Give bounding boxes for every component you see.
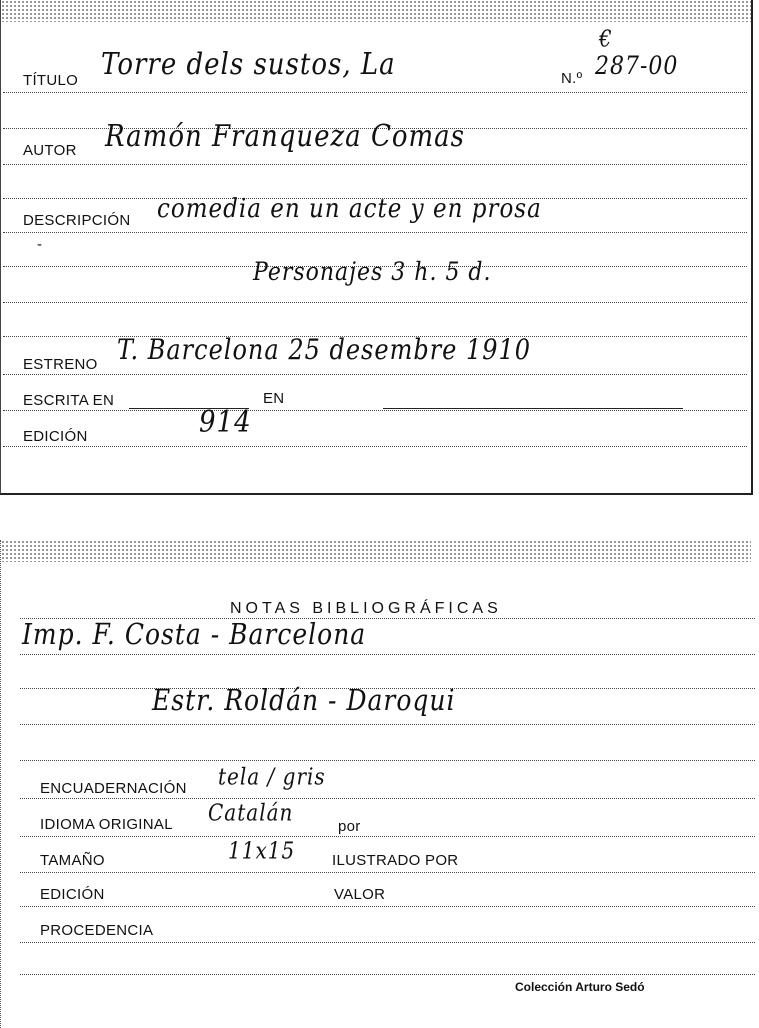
edicion2-label: EDICIÓN xyxy=(40,886,105,903)
catalog-card-top xyxy=(0,0,753,495)
card-top-edge-texture xyxy=(1,0,751,22)
row-rule xyxy=(3,232,747,233)
note-line1: Imp. F. Costa - Barcelona xyxy=(22,617,367,651)
encuadernacion-value: tela / gris xyxy=(218,762,326,790)
row-rule xyxy=(20,942,755,943)
idioma-value: Catalán xyxy=(208,798,294,826)
dash-mark: - xyxy=(37,236,43,253)
numero-value: 287-00 xyxy=(595,52,679,81)
titulo-label: TÍTULO xyxy=(23,72,79,89)
row-rule xyxy=(20,798,755,799)
row-rule xyxy=(20,724,755,725)
en-label: EN xyxy=(263,390,285,407)
note-line2: Estr. Roldán - Daroqui xyxy=(152,683,456,717)
estreno-value: T. Barcelona 25 desembre 1910 xyxy=(117,333,532,366)
tamano-value: 11x15 xyxy=(228,836,296,864)
row-rule xyxy=(20,760,755,761)
row-rule xyxy=(20,906,755,907)
autor-label: AUTOR xyxy=(23,142,77,159)
card-bottom-edge-texture xyxy=(1,540,751,562)
idioma-label: IDIOMA ORIGINAL xyxy=(40,816,173,833)
por-label: por xyxy=(338,818,361,835)
encuadernacion-label: ENCUADERNACIÓN xyxy=(40,780,187,797)
row-rule xyxy=(20,836,755,837)
descripcion-value: comedia en un acte y en prosa xyxy=(157,194,542,224)
row-rule xyxy=(20,654,755,655)
notas-heading: NOTAS BIBLIOGRÁFICAS xyxy=(230,600,502,617)
procedencia-label: PROCEDENCIA xyxy=(40,922,154,939)
valor-label: VALOR xyxy=(334,886,386,903)
en-line xyxy=(383,408,683,409)
titulo-value: Torre dels sustos, La xyxy=(101,47,396,82)
row-rule xyxy=(3,410,747,411)
edicion-value: 914 xyxy=(199,405,252,440)
row-rule xyxy=(3,446,747,447)
row-rule xyxy=(3,92,747,93)
descripcion-label: DESCRIPCIÓN xyxy=(23,212,131,229)
autor-value: Ramón Franqueza Comas xyxy=(105,119,465,154)
corner-mark: € xyxy=(599,24,613,52)
estreno-label: ESTRENO xyxy=(23,356,98,373)
edicion-label: EDICIÓN xyxy=(23,428,88,445)
row-rule xyxy=(20,872,755,873)
row-rule xyxy=(3,164,747,165)
personajes-value: Personajes 3 h. 5 d. xyxy=(253,258,492,287)
ilustrado-label: ILUSTRADO POR xyxy=(332,852,459,869)
row-rule xyxy=(3,374,747,375)
collection-footer: Colección Arturo Sedó xyxy=(515,980,645,994)
row-rule xyxy=(3,302,747,303)
escrita-label: ESCRITA EN xyxy=(23,392,115,409)
numero-label: N.º xyxy=(561,70,583,87)
row-rule xyxy=(20,974,755,975)
tamano-label: TAMAÑO xyxy=(40,852,105,869)
